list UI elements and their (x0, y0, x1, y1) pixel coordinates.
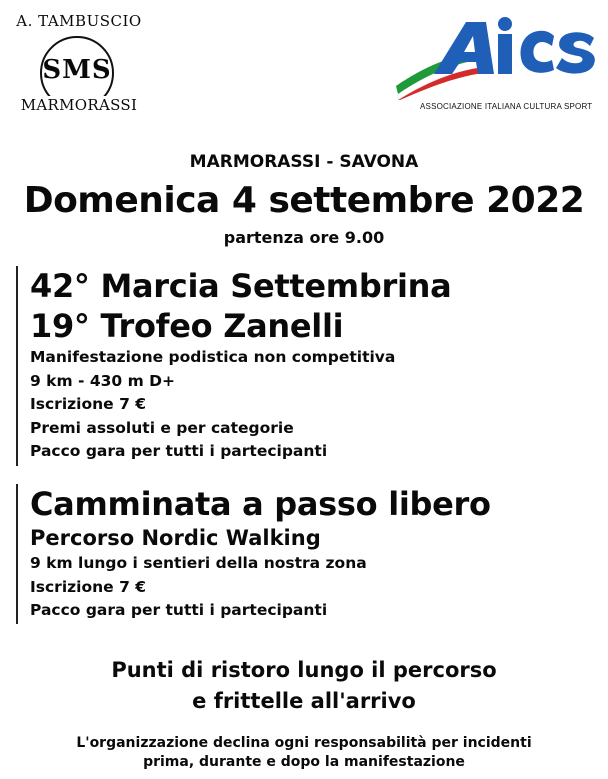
race-section (16, 266, 451, 466)
trophy-title: 19° Trofeo Zanelli (30, 307, 344, 345)
race-title: 42° Marcia Settembrina (30, 267, 452, 305)
logo-top-text: A. TAMBUSCIO (16, 12, 142, 30)
race-detail-line: Iscrizione 7 € (30, 395, 147, 413)
refreshments-line: e frittelle all'arrivo (192, 689, 416, 713)
walk-section (16, 484, 491, 624)
sms-marmorassi-logo (14, 10, 144, 116)
aics-tagline: ASSOCIAZIONE ITALIANA CULTURA SPORT (420, 102, 593, 111)
event-date: Domenica 4 settembre 2022 (23, 180, 585, 221)
aics-emblem (394, 14, 600, 100)
walk-detail-line: Pacco gara per tutti i partecipanti (30, 601, 328, 619)
disclaimer-line: L'organizzazione declina ogni responsabilità per incidenti (76, 735, 532, 751)
walk-detail-line: Iscrizione 7 € (30, 577, 147, 596)
logo-middle-text: SMS (42, 55, 112, 85)
race-detail-line: Premi assoluti e per categorie (30, 418, 294, 437)
disclaimer-line: prima, durante e dopo la manifestazione (143, 754, 465, 770)
race-detail-line: 9 km - 430 m D+ (30, 371, 176, 390)
walk-title: Camminata a passo libero (30, 485, 491, 523)
refreshments-line: Punti di ristoro lungo il percorso (111, 658, 497, 682)
race-detail-line: Manifestazione podistica non competitiva (30, 348, 396, 366)
start-time: partenza ore 9.00 (223, 228, 385, 247)
disclaimer (0, 734, 608, 772)
walk-detail-line: 9 km lungo i sentieri della nostra zona (30, 554, 367, 572)
logo-bottom-text: MARMORASSI (14, 96, 144, 114)
aics-logo (394, 14, 600, 114)
event-location: MARMORASSI - SAVONA (189, 152, 419, 172)
refreshments-note (0, 655, 608, 717)
walk-subtitle: Percorso Nordic Walking (30, 526, 321, 550)
race-detail-line: Pacco gara per tutti i partecipanti (30, 442, 328, 460)
